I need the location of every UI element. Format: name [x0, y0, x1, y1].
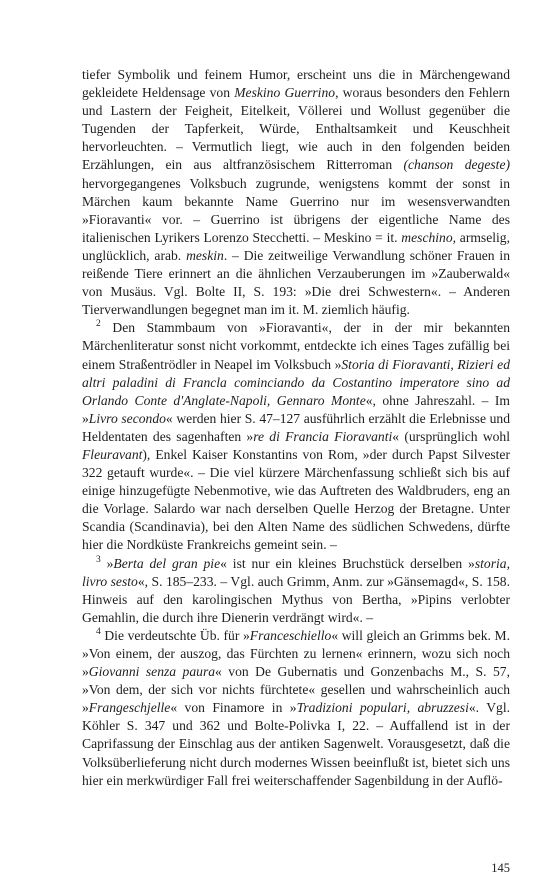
footnote-text: hervorgegangenes Volksbuch zugrunde, wenigstens kommt der sonst in Märchen kaum bekannte Name Guerrino nur im wesensverwandten »Fioravanti« vor. – Guerrino ist übrigens der eigentliche Name des italienischen Lyrikers Lorenzo Stecchetti. – Meskino = it.: [82, 175, 510, 245]
italic-title-text: Fleuravant: [82, 446, 143, 462]
footnote-paragraph: [82, 555, 510, 627]
italic-title-text: Tradizioni populari, abruzzesi: [296, 700, 469, 716]
footnote-number: 2: [96, 319, 101, 330]
italic-title-text: Frangeschjelle: [88, 700, 171, 716]
italic-title-text: Storia di Fioravanti, Rizieri ed altri paladini di Francla cominciando da Costantino imperatore sino ad Orlando Conte d'Anglate-Napoli, Gennaro Monte: [82, 356, 510, 408]
footnote-text: »: [100, 555, 114, 571]
italic-title-text: Berta del gran pie: [113, 555, 221, 571]
footnote-text: . – Die zeitweilige Verwandlung schöner Frauen in reißende Tiere erinnert an die ähnlichen Verzauberungen im »Zauberwald« von Musäus. Vgl. Bolte II, S. 193: »Die drei Schwestern«. – Anderen Tierverwandlungen begegnet man im it. M. ziemlich häufig.: [82, 247, 510, 318]
footnote-text: « werden hier S. 47–127 ausführlich erzählt die Erlebnisse und Heldentaten des sagenhaften »: [82, 410, 510, 444]
footnote-number: 4: [96, 626, 101, 637]
footnote-paragraph: [82, 627, 510, 790]
italic-title-text: (chanson degeste): [403, 157, 511, 173]
footnote-text: «. Vgl. Köhler S. 347 und 362 und Bolte-Polivka I, 22. – Auffallend ist in der Caprifassung der Einschlag aus der antiken Sagenwelt. Vorausgesetzt, daß die Volksüberlieferung nicht durch modernes Wissen beeinflußt ist, bietet sich uns hier ein merkwürdiger Fall frei weiterschaffender Sagenbildung in der Auflö-: [82, 700, 510, 788]
footnote-text: « (ursprünglich wohl: [392, 428, 511, 444]
footnote-text: « von Finamore in »: [170, 700, 297, 716]
footnote-text: tiefer Symbolik und feinem Humor, erscheint uns die in Märchengewand gekleidete Heldensage von: [82, 67, 510, 101]
footnote-text: armselig, unglücklich, arab.: [82, 229, 511, 263]
italic-title-text: meschino,: [401, 229, 457, 245]
italic-title-text: re di Francia Fioravanti: [253, 428, 393, 444]
footnote-text: ), Enkel Kaiser Konstantins von Rom, »der durch Papst Silvester 322 getauft wurde«. – Die viel kürzere Märchenfassung schließt sich bis auf einige hinzugefügte Nebenmotive, wie das Auftreten des Waldbruders, eng an die Vorlage. Salardo war nach derselben Quelle Herzog der Bretagne. Unter Scandia (Scandinavia), bei den Alten Name des südlichen Schwedens, dürfte hier die Nordküste Frankreichs gemeint sein. –: [82, 446, 510, 553]
footnote-text-block: [82, 66, 510, 790]
footnote-text: « will gleich an Grimms bek. M. »Von einem, der auszog, das Fürchten zu lernen« erinnern, wozu sich noch »: [82, 627, 510, 680]
italic-title-text: Meskino Guerrino: [234, 85, 336, 101]
page-number: 145: [491, 861, 510, 875]
footnote-text: , woraus besonders den Fehlern und Lastern der Feigheit, Eitelkeit, Völlerei und Wollust gegenüber die Tugenden der Tapferkeit, Würde, Enthaltsamkeit und Keuschheit hervorleuchten. – Vermutlich liegt, wie auch in den folgenden beiden Erzählungen, ein aus altfranzösischem Ritterroman: [82, 85, 510, 173]
footnote-text: « von De Gubernatis und Gonzenbachs M., S. 57, »Von dem, der sich vor nichts fürchtete« gesellen und wahrscheinlich auch »: [82, 664, 510, 716]
italic-title-text: Giovanni senza paura: [88, 664, 216, 680]
footnote-paragraph: [82, 66, 510, 319]
italic-title-text: Franceschiello: [249, 627, 332, 643]
italic-title-text: storia, livro sesto: [82, 555, 510, 589]
footnote-paragraph: [82, 319, 510, 554]
footnote-number: 3: [96, 554, 101, 565]
footnote-text: «, ohne Jahreszahl. – Im »: [82, 392, 511, 426]
footnote-text: Den Stammbaum von »Fioravanti«, der in der mir bekannten Märchenliteratur sonst nicht vorkommt, entdeckte ich eines Tages zufällig bei einem Straßentrödler in Neapel im Volksbuch »: [82, 320, 510, 372]
book-page: [82, 66, 511, 875]
italic-title-text: Livro secondo: [88, 410, 166, 426]
footnote-text: « ist nur ein kleines Bruchstück derselben »: [220, 555, 475, 571]
footnote-text: «, S. 185–233. – Vgl. auch Grimm, Anm. zur »Gänsemagd«, S. 158. Hinweis auf den karolingischen Mythus von Bertha, »Pipins verlobter Gemahlin, die durch ihre Dienerin verdrängt wird«. –: [82, 573, 510, 625]
italic-title-text: meskin: [186, 247, 224, 263]
footnote-text: Die verdeutschte Üb. für »: [100, 627, 250, 643]
